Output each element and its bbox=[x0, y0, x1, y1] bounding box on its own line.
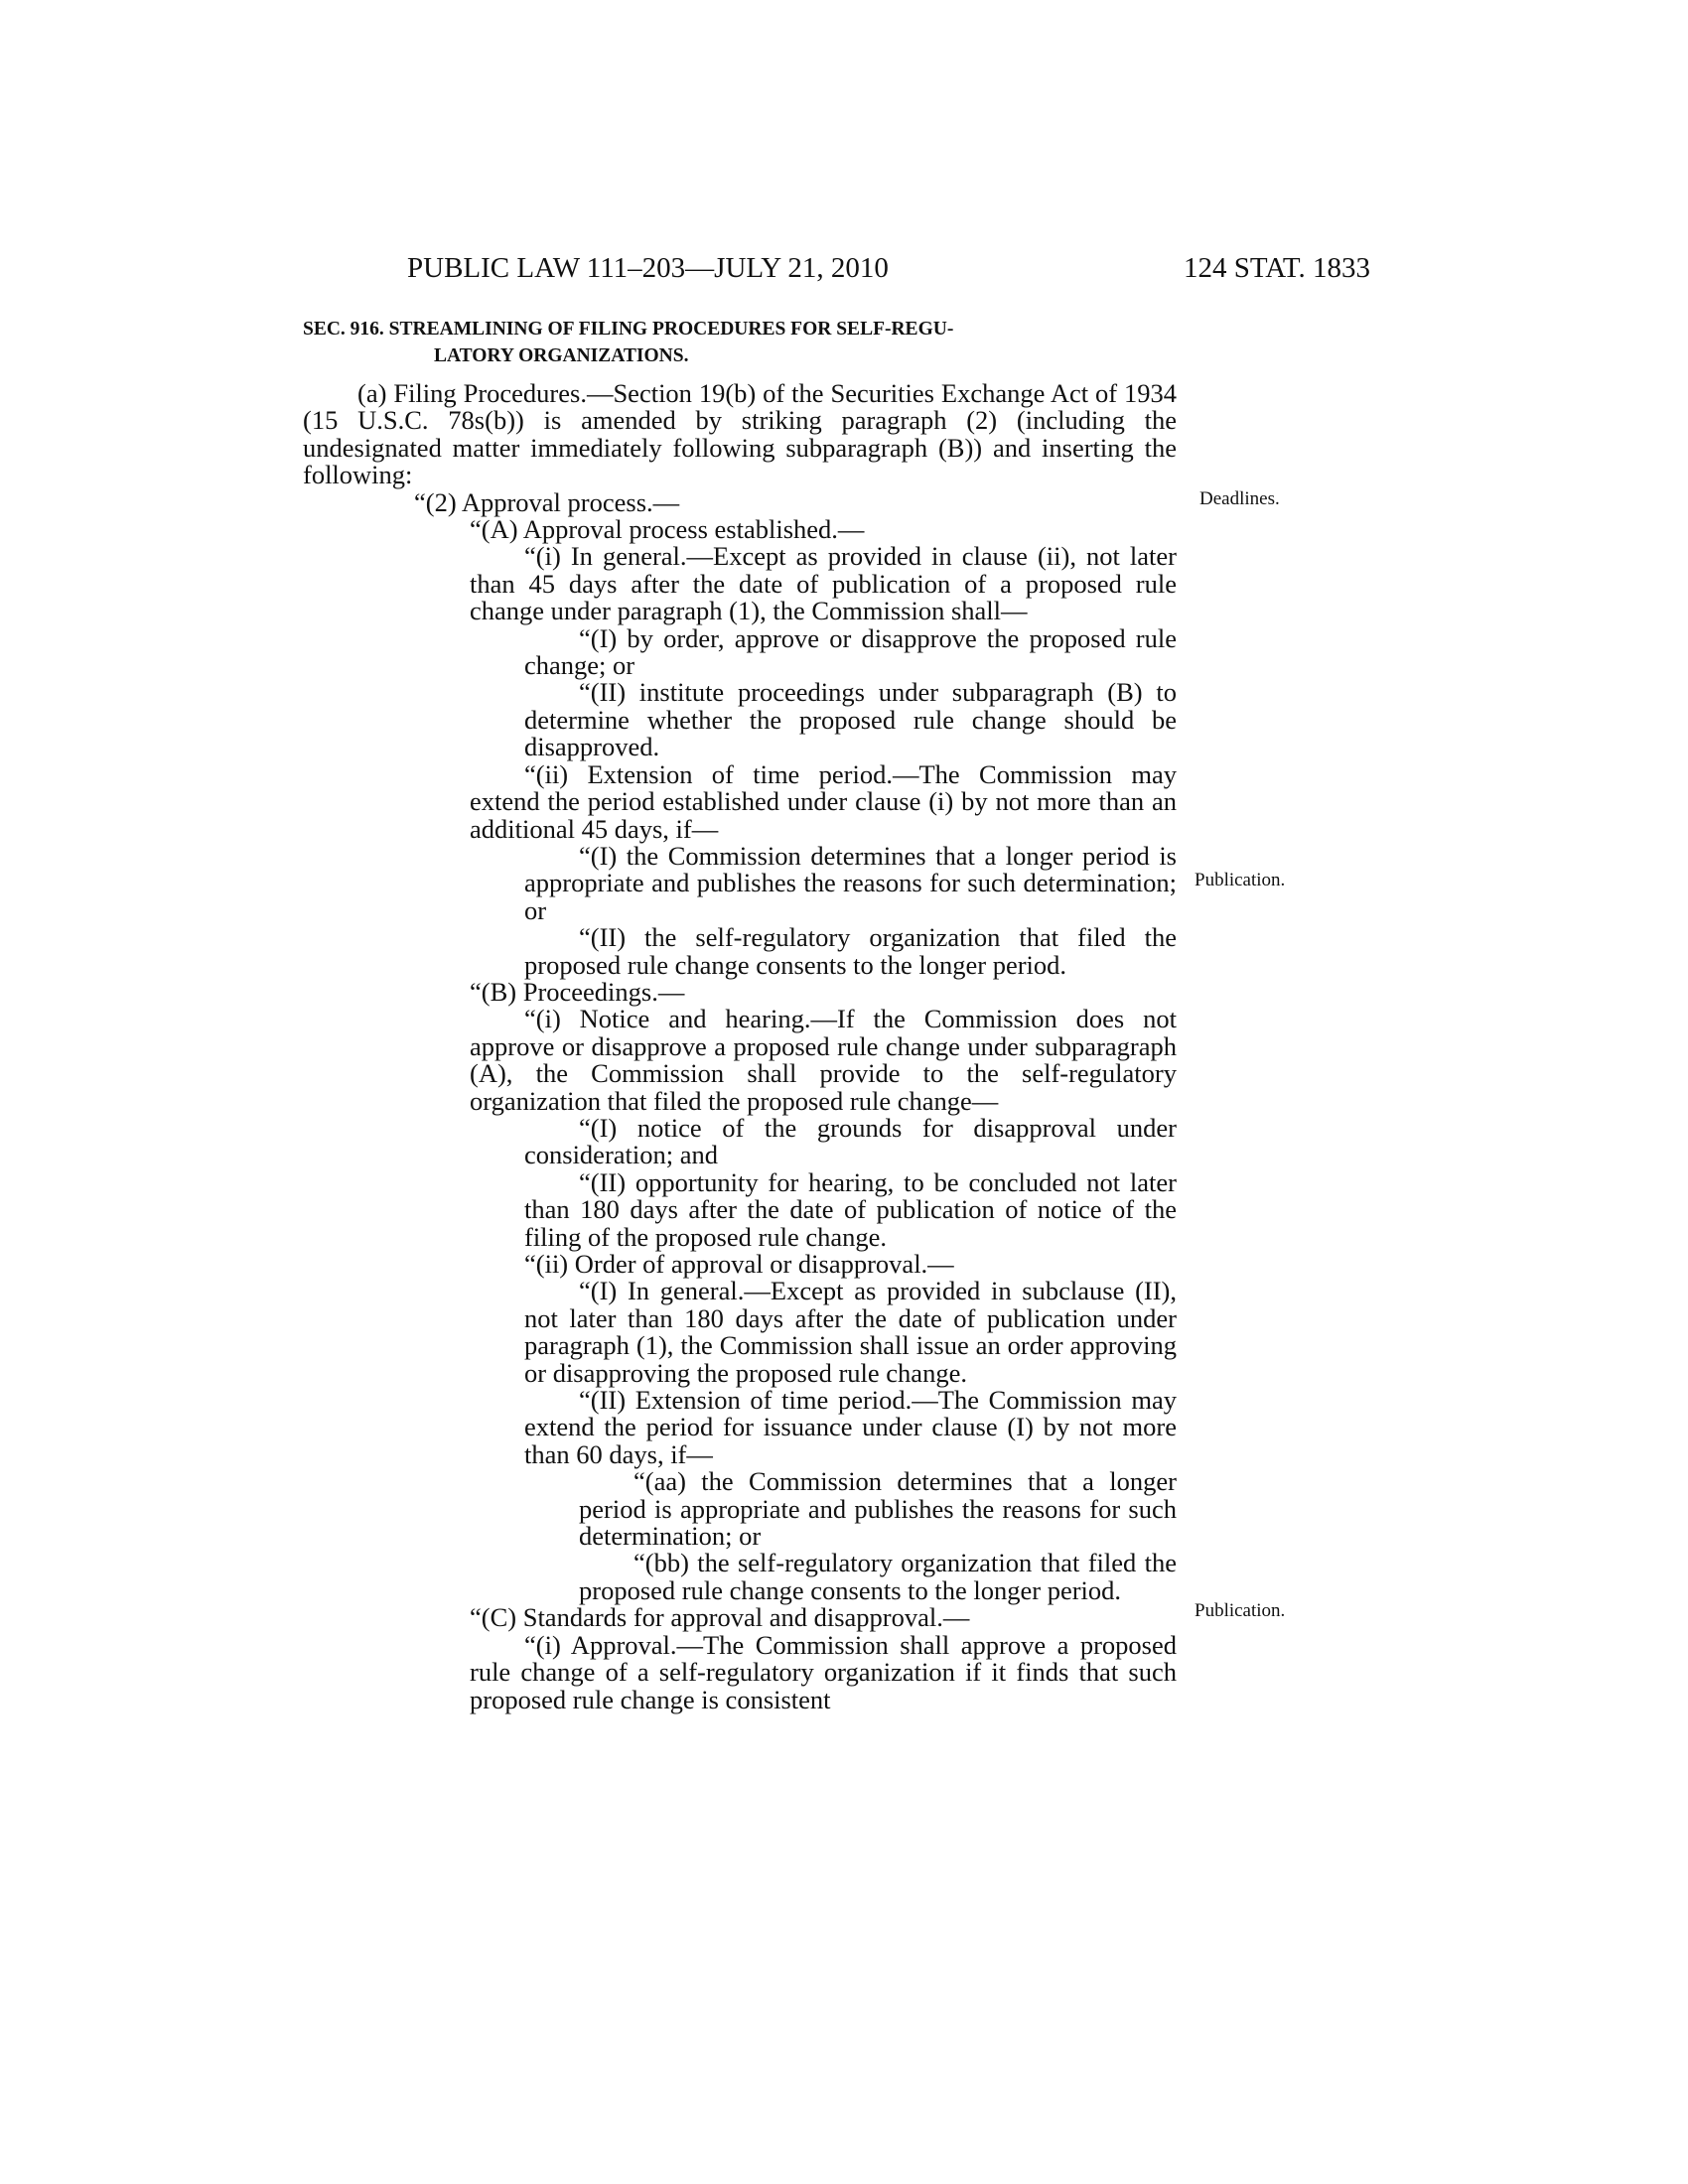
para-B-ii-II: “(II) Extension of time period.—The Commission may extend the period for issuance under clause (I) by not more than 60 days, if— bbox=[524, 1385, 1177, 1469]
para-B-ii-I: “(I) In general.—Except as provided in subclause (II), not later than 180 days after the date of publication under paragraph (1), the Commission shall issue an order approving or disapproving the proposed rule change. bbox=[524, 1276, 1177, 1388]
statute-body bbox=[303, 380, 1177, 1713]
margin-note-deadlines: Deadlines. bbox=[1199, 488, 1280, 509]
para-A-i: “(i) In general.—Except as provided in clause (ii), not later than 45 days after the date of publication of a proposed rule change under paragraph (1), the Commission shall— bbox=[470, 541, 1177, 626]
section-heading-line1: SEC. 916. STREAMLINING OF FILING PROCEDURES FOR SELF-REGU- bbox=[303, 319, 954, 340]
para-B-ii-II-aa: “(aa) the Commission determines that a longer period is appropriate and publishes the reasons for such determination; or bbox=[579, 1466, 1177, 1552]
running-header bbox=[407, 248, 1370, 288]
para-B-i-I: “(I) notice of the grounds for disapproval under consideration; and bbox=[524, 1112, 1177, 1170]
para-C-heading: “(C) Standards for approval and disapproval.— bbox=[470, 1602, 970, 1633]
margin-note-publication-2: Publication. bbox=[1195, 1600, 1286, 1621]
para-B-i: “(i) Notice and hearing.—If the Commission does not approve or disapprove a proposed rule change under subparagraph (A), the Commission shall provide to the self-regulatory organization that filed the proposed rule change— bbox=[470, 1004, 1177, 1116]
para-A-ii: “(ii) Extension of time period.—The Commission may extend the period established under clause (i) by not more than an additional 45 days, if— bbox=[470, 758, 1177, 844]
header-stat-page: 124 STAT. 1833 bbox=[1183, 252, 1370, 284]
para-A-ii-II: “(II) the self-regulatory organization that filed the proposed rule change consents to the longer period. bbox=[524, 922, 1177, 980]
para-A-i-I: “(I) by order, approve or disapprove the proposed rule change; or bbox=[524, 622, 1177, 681]
para-C-i: “(i) Approval.—The Commission shall approve a proposed rule change of a self-regulatory organization if it finds that such proposed rule change is consistent bbox=[470, 1629, 1177, 1714]
header-public-law: PUBLIC LAW 111–203—JULY 21, 2010 bbox=[407, 252, 889, 284]
para-a: (a) Filing Procedures.—Section 19(b) of the Securities Exchange Act of 1934 (15 U.S.C. 78s(b)) is amended by striking paragraph (2) (including the undesignated matter immediately following subparagraph (B)) and inserting the following: bbox=[303, 378, 1177, 490]
para-B-heading: “(B) Proceedings.— bbox=[470, 976, 685, 1007]
section-heading-line2: LATORY ORGANIZATIONS. bbox=[434, 345, 689, 366]
para-2-heading: “(2) Approval process.— bbox=[414, 486, 680, 517]
para-A-heading: “(A) Approval process established.— bbox=[470, 514, 865, 545]
margin-note-publication-1: Publication. bbox=[1195, 870, 1286, 890]
para-B-ii-II-bb: “(bb) the self-regulatory organization that filed the proposed rule change consents to the longer period. bbox=[579, 1548, 1177, 1605]
para-A-ii-I: “(I) the Commission determines that a longer period is appropriate and publishes the reasons for such determination; or bbox=[524, 840, 1177, 925]
section-heading bbox=[303, 316, 1187, 369]
para-B-i-II: “(II) opportunity for hearing, to be concluded not later than 180 days after the date of publication of notice of the filing of the proposed rule change. bbox=[524, 1166, 1177, 1252]
para-B-ii-heading: “(ii) Order of approval or disapproval.— bbox=[524, 1249, 954, 1279]
para-A-i-II: “(II) institute proceedings under subparagraph (B) to determine whether the proposed rule change should be disapproved. bbox=[524, 677, 1177, 762]
